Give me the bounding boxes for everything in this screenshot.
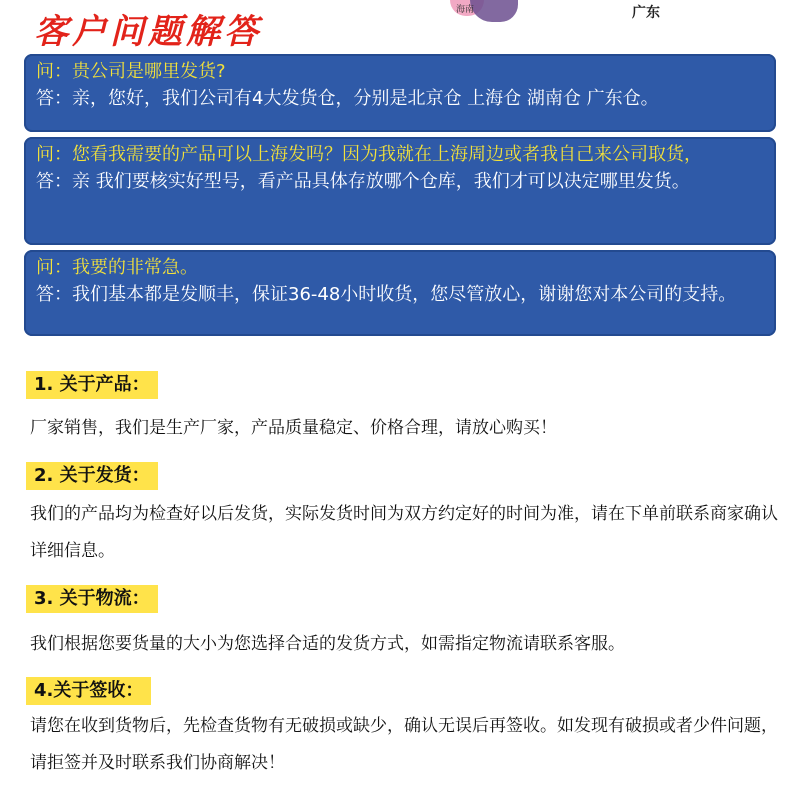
section-heading-logistics: 3. 关于物流： (26, 585, 158, 613)
map-label: 广东 (632, 5, 660, 21)
map-label: 海南 (456, 5, 475, 15)
page-title: 客户问题解答 (34, 12, 262, 52)
map-region-shape (470, 0, 518, 22)
section-body-shipping: 我们的产品均为检查好以后发货，实际发货时间为双方约定好的时间为准，请在下单前联系商家确认详细信息。 (30, 504, 778, 561)
section-heading-product: 1. 关于产品： (26, 371, 158, 399)
section-heading-shipping: 2. 关于发货： (26, 462, 158, 490)
page-header (0, 0, 800, 52)
section-heading-signing: 4.关于签收： (26, 677, 151, 705)
section-body-logistics: 我们根据您要货量的大小为您选择合适的发货方式，如需指定物流请联系客服。 (30, 634, 625, 654)
section-body-product: 厂家销售，我们是生产厂家，产品质量稳定、价格合理，请放心购买！ (30, 418, 557, 438)
qa-card (24, 250, 776, 336)
qa-answer: 答：亲，您好，我们公司有4大发货仓，分别是北京仓 上海仓 湖南仓 广东仓。 (36, 88, 659, 109)
map-decoration (450, 0, 520, 28)
qa-question: 问：贵公司是哪里发货? (36, 61, 226, 82)
qa-card (24, 54, 776, 132)
qa-question: 问：我要的非常急。 (36, 257, 198, 278)
qa-question: 问：您看我需要的产品可以上海发吗？因为我就在上海周边或者我自己来公司取货， (36, 144, 702, 165)
qa-card (24, 137, 776, 245)
qa-answer: 答：亲 我们要核实好型号，看产品具体存放哪个仓库，我们才可以决定哪里发货。 (36, 171, 690, 192)
section-body-signing: 请您在收到货物后，先检查货物有无破损或缺少，确认无误后再签收。如发现有破损或者少件问题，请拒签并及时联系我们协商解决！ (30, 716, 778, 773)
qa-answer: 答：我们基本都是发顺丰，保证36-48小时收货，您尽管放心，谢谢您对本公司的支持。 (36, 284, 737, 305)
